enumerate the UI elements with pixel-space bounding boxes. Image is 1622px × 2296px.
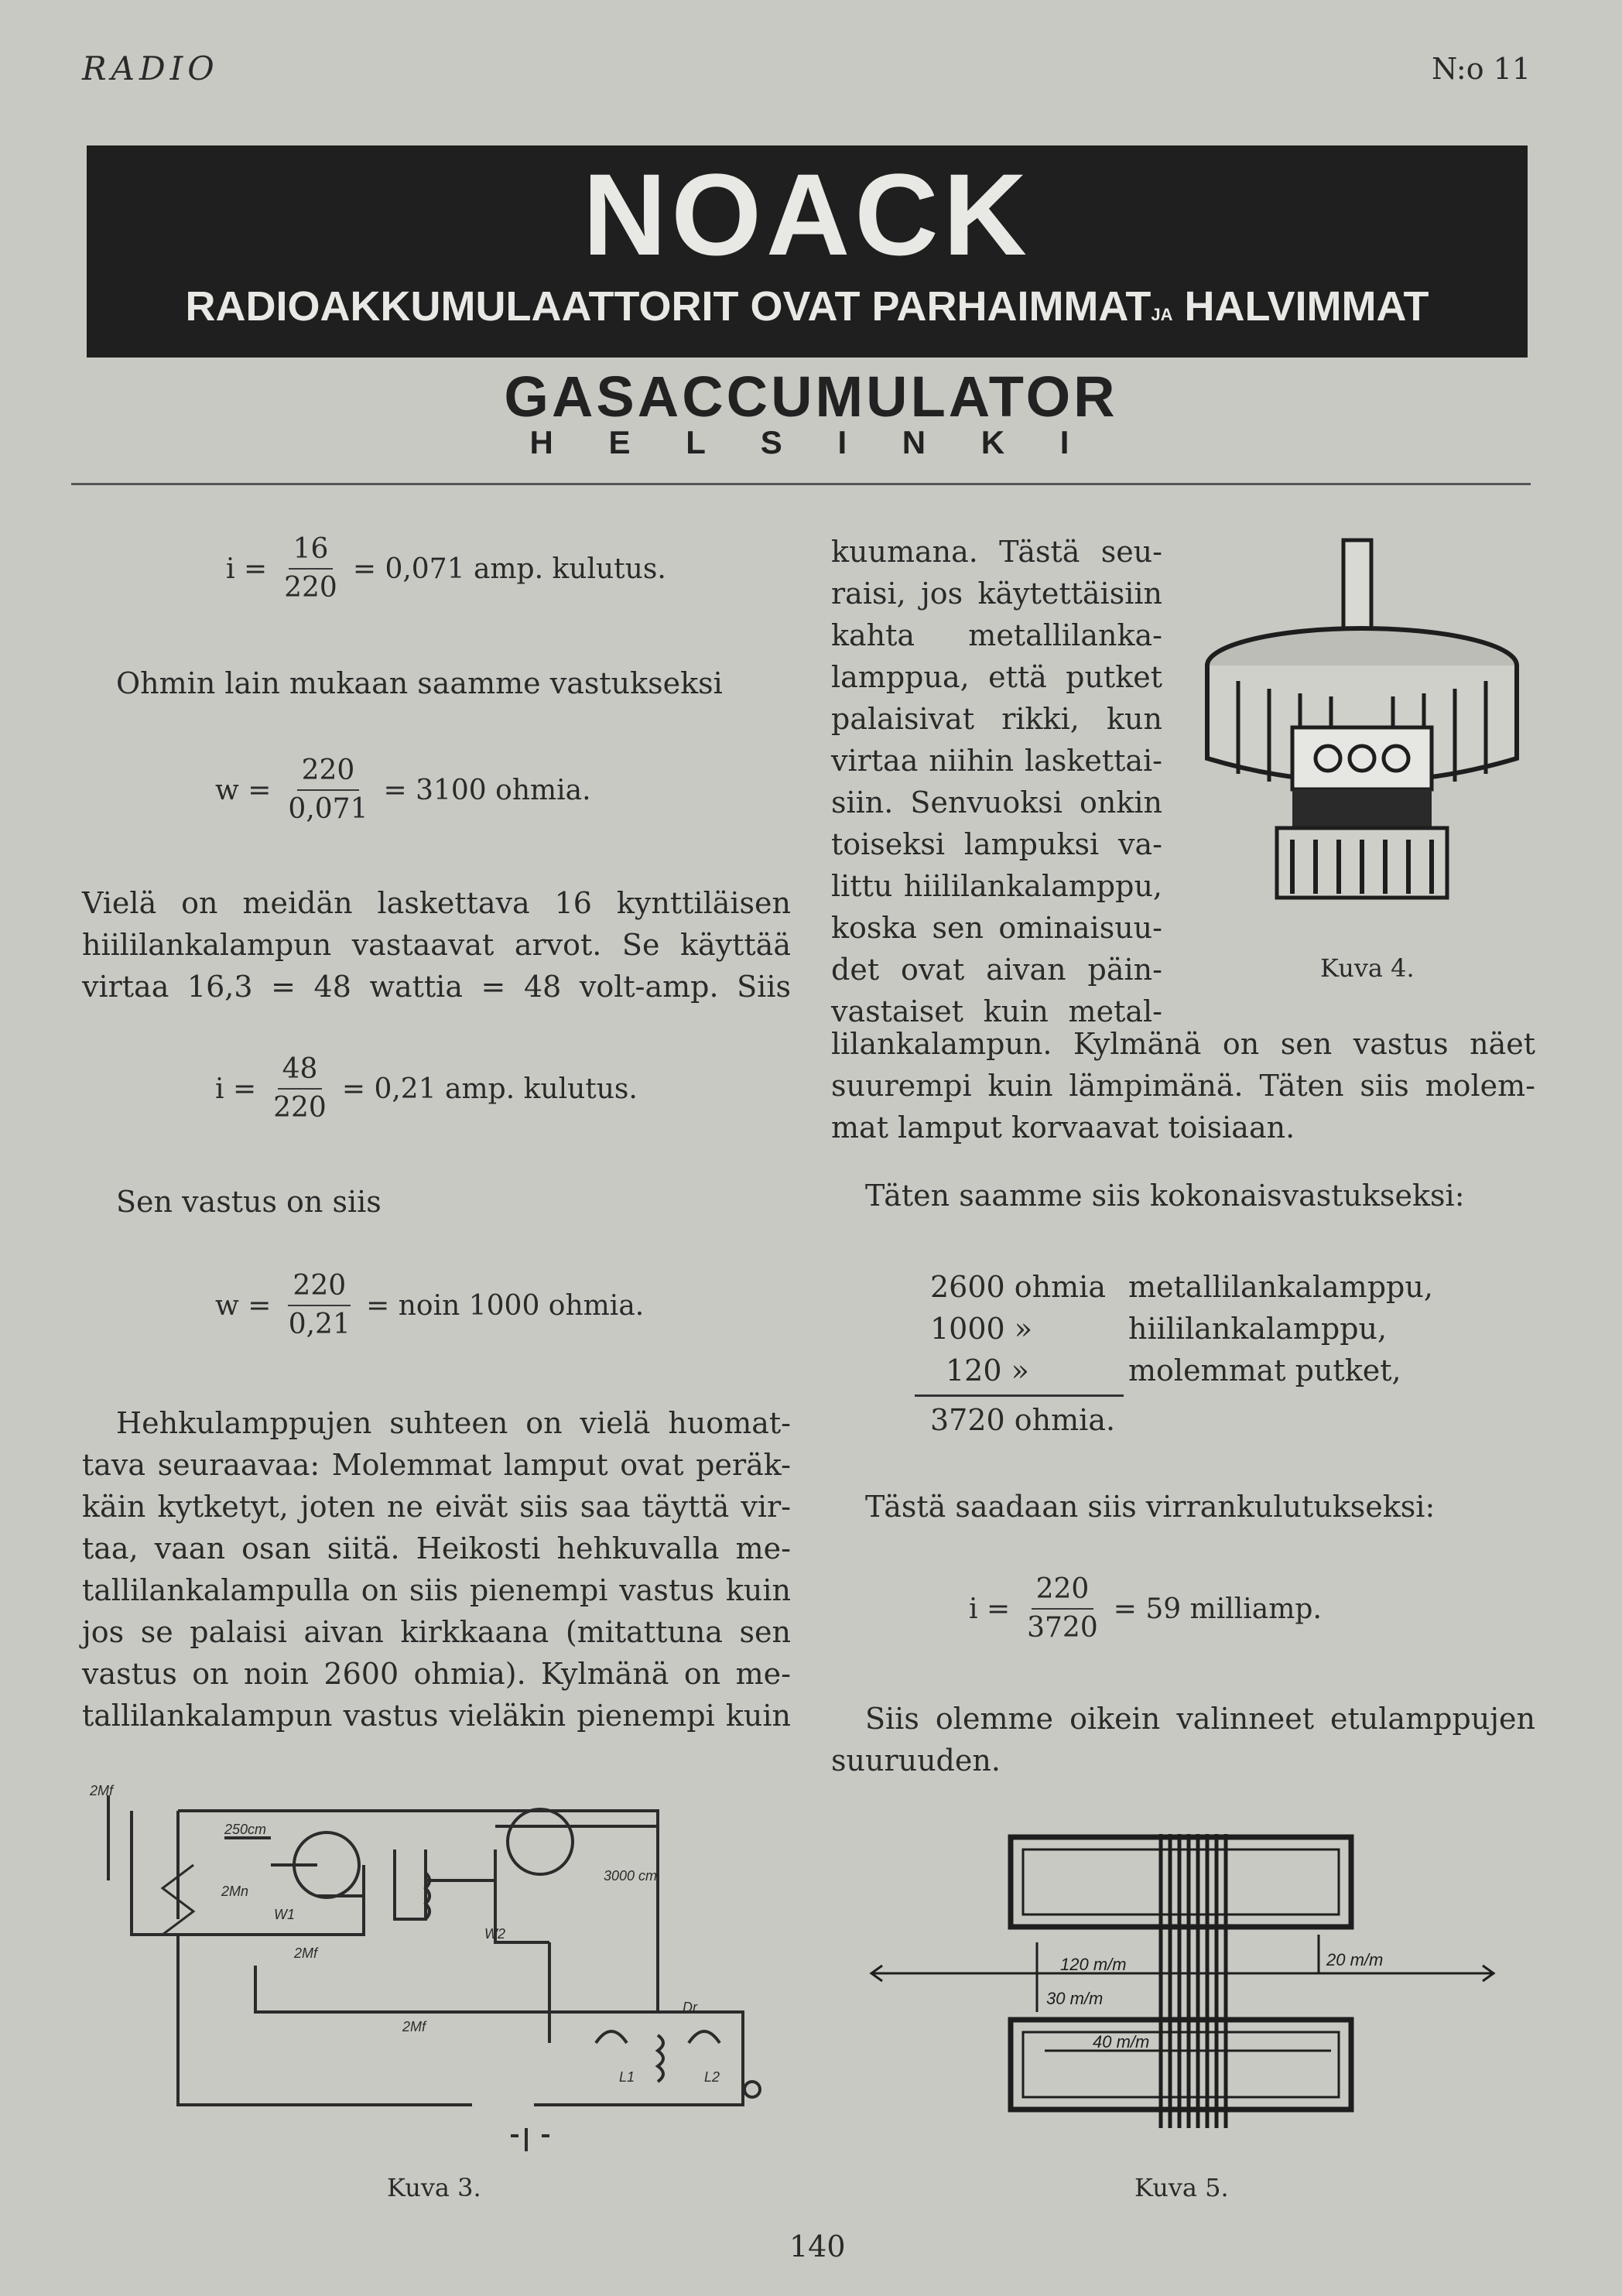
paragraph-right-4 [831, 1698, 1535, 1781]
equation-1 [226, 532, 666, 605]
text-line: raisi, jos käytettäisiin [831, 577, 1162, 611]
text-line: hiililankalampun vastaavat arvot. Se käyttää [82, 928, 791, 962]
paragraph: Ohmin lain mukaan saamme vastukseksi [116, 666, 723, 700]
figure-kuva-4 [1192, 534, 1532, 952]
text-line: lamppua, että putket [831, 660, 1162, 694]
text-line: Hehkulamppujen suhteen on vielä huomat- [116, 1406, 791, 1440]
paragraph-right-full [831, 1023, 1535, 1148]
resistance-table [909, 1266, 1528, 1437]
magazine-title: RADIO [82, 50, 219, 87]
text-line: palaisivat rikki, kun [831, 702, 1162, 736]
ad-tagline-ja: JA [1151, 305, 1173, 324]
equation-rhs: = 59 milliamp. [1113, 1593, 1322, 1625]
text-line: taa, vaan osan siitä. Heikosti hehkuvalla me- [82, 1531, 791, 1565]
text-line: jos se palaisi aivan kirkkaana (mitattuna sen [82, 1615, 791, 1649]
equation-3 [215, 1052, 638, 1125]
paragraph: Sen vastus on siis [116, 1185, 382, 1219]
table-label: molemmat putket, [1128, 1353, 1401, 1388]
figure-kuva-5 [867, 1819, 1501, 2159]
text-line: vastus on noin 2600 ohmia). Kylmänä on me- [82, 1657, 791, 1691]
schematic-label: 2Mf [294, 1945, 318, 1961]
text-line: suuruuden. [831, 1743, 1001, 1778]
ad-banner [87, 145, 1528, 358]
denominator: 0,071 [288, 793, 368, 825]
text-line: littu hiililankalamppu, [831, 869, 1162, 903]
text-line: vastaiset kuin metal- [831, 994, 1162, 1028]
equation-4 [215, 1269, 644, 1342]
dimension-label: 30 m/m [1046, 1989, 1104, 2008]
equation-rhs: = noin 1000 ohmia. [366, 1289, 645, 1322]
numerator: 16 [289, 532, 334, 570]
paragraph-4 [82, 1402, 791, 1737]
text-line: mat lamput korvaavat toisiaan. [831, 1110, 1295, 1145]
schematic-label: L2 [704, 2069, 720, 2085]
text-line: tallilankalampulla on siis pienempi vastus kuin [82, 1573, 791, 1607]
text-line: Vielä on meidän laskettava 16 kynttiläisen [82, 886, 791, 920]
ad-tagline-right: HALVIMMAT [1184, 283, 1429, 330]
table-row [909, 1266, 1528, 1308]
caption-kuva-4: Kuva 4. [1320, 953, 1415, 983]
schematic-label: 250cm [224, 1822, 267, 1837]
schematic-label: 2Mf [90, 1783, 114, 1798]
schematic-label: L1 [619, 2069, 635, 2085]
figure-kuva-3 [85, 1764, 797, 2167]
text-line: tava seuraavaa: Molemmat lamput ovat peräk- [82, 1448, 791, 1482]
equation-lhs: i = [226, 553, 268, 585]
equation-2 [215, 754, 591, 826]
table-value: 120 » [946, 1353, 1029, 1388]
paragraph-2 [82, 882, 791, 1008]
table-value: 1000 » [930, 1312, 1033, 1346]
numerator: 48 [278, 1052, 323, 1090]
text-line: virtaa 16,3 = 48 wattia = 48 volt-amp. Siis [82, 970, 791, 1004]
equation-rhs: = 3100 ohmia. [383, 774, 591, 806]
caption-kuva-3: Kuva 3. [387, 2173, 481, 2202]
text-line: kuumana. Tästä seu- [831, 535, 1162, 569]
text-line: käin kytketyt, joten ne eivät siis saa täyttä vir- [82, 1490, 791, 1524]
text-line: det ovat aivan päin- [831, 953, 1162, 987]
schematic-label: Dr [683, 2000, 697, 2015]
denominator: 3720 [1027, 1612, 1098, 1644]
text-line: virtaa niihin laskettai- [831, 744, 1162, 778]
denominator: 220 [273, 1092, 327, 1124]
denominator: 0,21 [288, 1309, 351, 1340]
equation-lhs: i = [215, 1073, 257, 1105]
table-row [909, 1350, 1528, 1391]
paragraph: Tästä saadaan siis virrankulutukseksi: [865, 1490, 1436, 1524]
text-line: lilankalampun. Kylmänä on sen vastus näet [831, 1027, 1535, 1061]
ad-city: H E L S I N K I [529, 424, 1093, 460]
equation-lhs: i = [969, 1593, 1011, 1625]
text-line: suurempi kuin lämpimänä. Täten siis molem- [831, 1069, 1535, 1103]
numerator: 220 [288, 1269, 351, 1306]
caption-kuva-5: Kuva 5. [1134, 2173, 1229, 2202]
equation-lhs: w = [215, 1289, 272, 1322]
ad-tagline-left: RADIOAKKUMULAATTORIT OVAT PARHAIMMAT [185, 283, 1151, 330]
ad-rule [71, 483, 1531, 485]
schematic-label: W1 [274, 1907, 295, 1922]
table-label: hiililankalamppu, [1128, 1312, 1388, 1346]
text-line: koska sen ominaisuu- [831, 911, 1162, 945]
text-line: kahta metallilanka- [831, 618, 1162, 652]
issue-number: N:o 11 [1432, 52, 1531, 86]
text-line: toiseksi lampuksi va- [831, 827, 1162, 861]
page-number: 140 [789, 2229, 846, 2263]
ad-brand: NOACK [583, 149, 1032, 279]
sum-rule [915, 1394, 1124, 1397]
table-total: 3720 ohmia. [930, 1403, 1116, 1437]
table-label: metallilankalamppu, [1128, 1270, 1433, 1304]
equation-lhs: w = [215, 774, 272, 806]
schematic-label: 2Mf [402, 2019, 426, 2034]
denominator: 220 [284, 572, 337, 604]
numerator: 220 [1032, 1572, 1094, 1610]
paragraph: Täten saamme siis kokonaisvastukseksi: [865, 1179, 1465, 1213]
dimension-label: 120 m/m [1060, 1955, 1127, 1974]
numerator: 220 [297, 754, 360, 791]
ad-company: GASACCUMULATOR [504, 364, 1118, 429]
equation-rhs: = 0,21 amp. kulutus. [341, 1073, 638, 1105]
schematic-label: 3000 cm [604, 1868, 658, 1884]
dimension-label: 20 m/m [1326, 1950, 1384, 1969]
text-line: siin. Senvuoksi onkin [831, 785, 1162, 820]
table-value: 2600 ohmia [930, 1270, 1106, 1304]
dimension-label: 40 m/m [1093, 2032, 1150, 2051]
text-line: tallilankalampun vastus vieläkin pienempi kuin [82, 1699, 791, 1733]
schematic-label: W2 [484, 1926, 505, 1942]
text-line: Siis olemme oikein valinneet etulamppujen [865, 1702, 1535, 1736]
schematic-label: 2Mn [221, 1884, 249, 1899]
equation-rhs: = 0,071 amp. kulutus. [352, 553, 666, 585]
equation-5 [969, 1572, 1322, 1645]
paragraph-right-narrow [831, 531, 1162, 1032]
ad-tagline [87, 275, 1528, 346]
table-row [909, 1308, 1528, 1350]
